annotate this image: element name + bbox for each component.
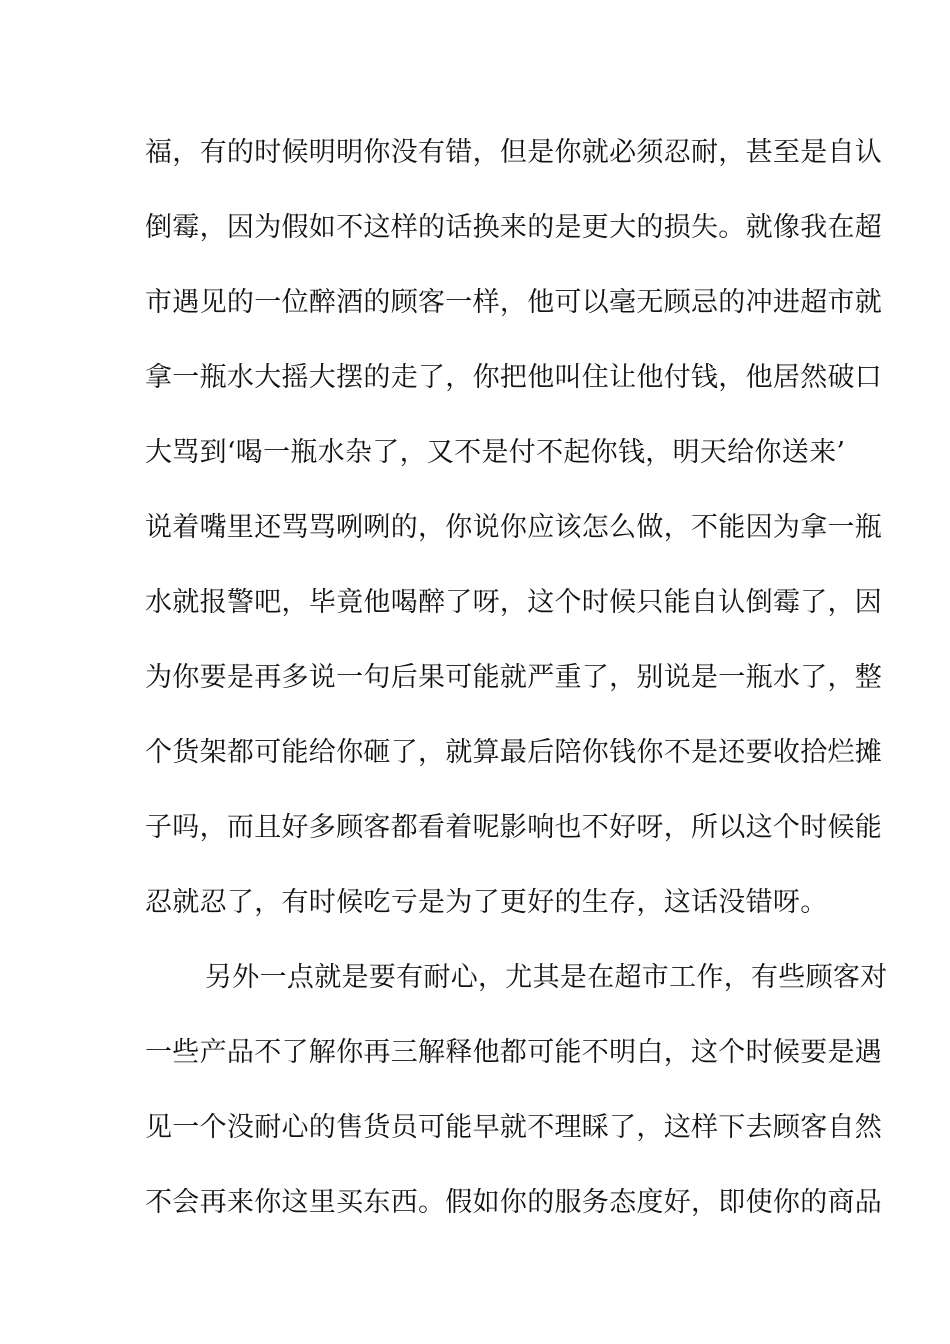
text-line: 拿一瓶水大摇大摆的走了，你把他叫住让他付钱，他居然破口 <box>145 362 883 393</box>
text-line: 市遇见的一位醉酒的顾客一样，他可以毫无顾忌的冲进超市就 <box>145 287 883 318</box>
text-line: 个货架都可能给你砸了，就算最后陪你钱你不是还要收拾烂摊 <box>145 737 883 768</box>
text-line: 子吗，而且好多顾客都看着呢影响也不好呀，所以这个时候能 <box>145 812 883 843</box>
text-line: 倒霉，因为假如不这样的话换来的是更大的损失。就像我在超 <box>145 212 883 243</box>
text-line: 福，有的时候明明你没有错，但是你就必须忍耐，甚至是自认 <box>145 137 883 168</box>
text-line: 水就报警吧，毕竟他喝醉了呀，这个时候只能自认倒霉了，因 <box>145 587 883 618</box>
text-line: 为你要是再多说一句后果可能就严重了，别说是一瓶水了，整 <box>145 662 883 693</box>
text-line: 说着嘴里还骂骂咧咧的，你说你应该怎么做，不能因为拿一瓶 <box>145 512 883 543</box>
document-body <box>145 128 888 1253</box>
paragraph-first-line: 另外一点就是要有耐心，尤其是在超市工作，有些顾客对 <box>205 962 888 993</box>
text-line: 见一个没耐心的售货员可能早就不理睬了，这样下去顾客自然 <box>145 1112 883 1143</box>
text-line: 忍就忍了，有时候吃亏是为了更好的生存，这话没错呀。 <box>145 887 828 918</box>
text-line: 不会再来你这里买东西。假如你的服务态度好，即使你的商品 <box>145 1187 883 1218</box>
text-line: 一些产品不了解你再三解释他都可能不明白，这个时候要是遇 <box>145 1037 883 1068</box>
text-line: 大骂到‘喝一瓶水杂了，又不是付不起你钱，明天给你送来’ <box>145 437 846 468</box>
